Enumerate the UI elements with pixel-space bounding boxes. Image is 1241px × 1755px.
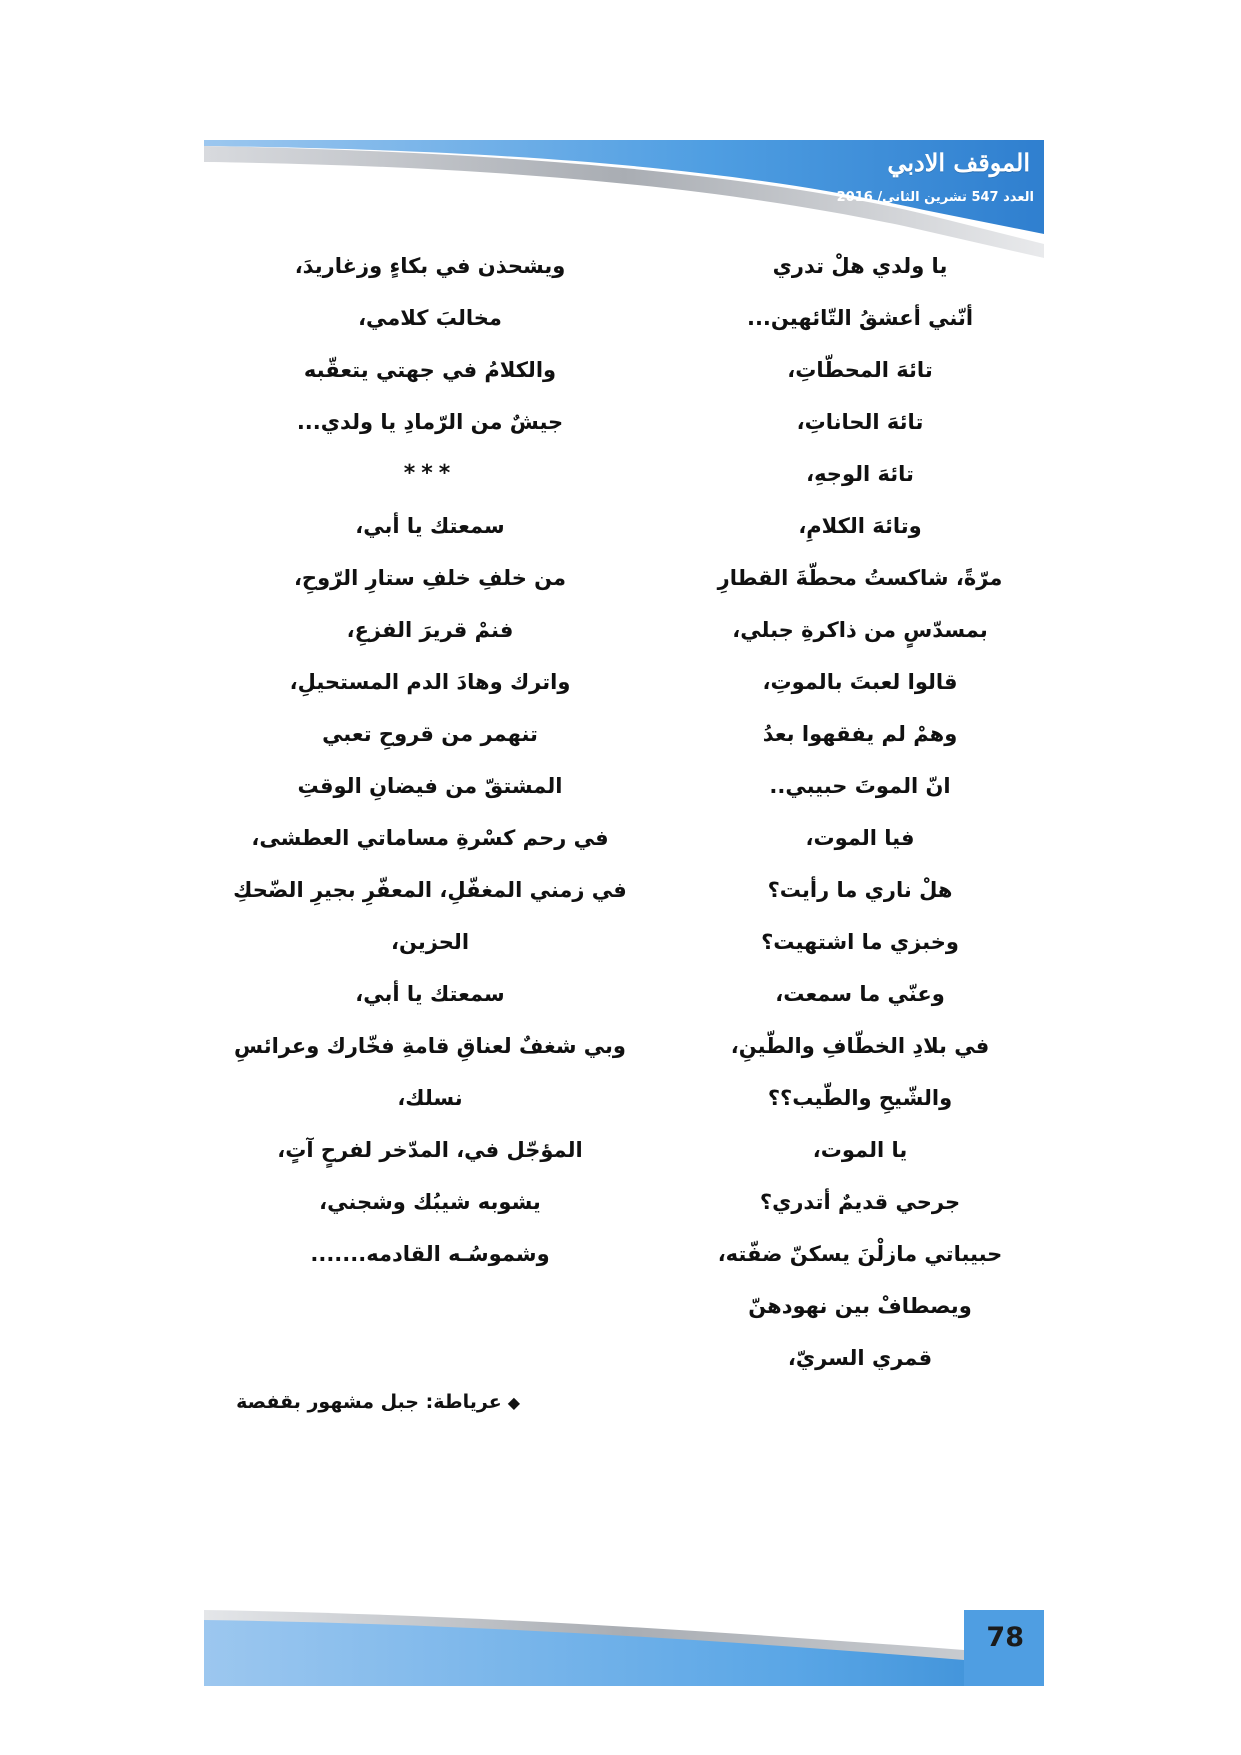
poem-line: يشوبه شيبُك وشجني، bbox=[319, 1190, 541, 1214]
poem-line: قالوا لعبتَ بالموتِ، bbox=[762, 670, 958, 694]
poem-line: في بلادِ الخطّافِ والطّينِ، bbox=[730, 1034, 990, 1058]
section-separator: *** bbox=[403, 461, 457, 486]
magazine-logo: الموقف الادبي bbox=[887, 148, 1030, 177]
poem-line: وتائهَ الكلامِ، bbox=[798, 514, 922, 538]
poem-line: من خلفِ خلفِ ستارِ الرّوحِ، bbox=[293, 566, 567, 590]
poem-line: بمسدّسٍ من ذاكرةِ جبلي، bbox=[732, 618, 988, 642]
poem-line: وبي شغفٌ لعناقِ قامةِ فخّارك وعرائسِ bbox=[234, 1034, 626, 1058]
poem-left-column bbox=[210, 240, 650, 1280]
poem-line: وشموسُـه القادمه....... bbox=[310, 1242, 550, 1266]
poem-line: جيشٌ من الرّمادِ يا ولدي... bbox=[296, 410, 564, 434]
poem-line: جرحي قديمٌ أتدري؟ bbox=[759, 1190, 961, 1214]
poem-line: يا ولدي هلْ تدري bbox=[772, 254, 948, 278]
poem-line: المؤجّل في، المدّخر لفرحٍ آتٍ، bbox=[277, 1138, 583, 1162]
poem-line: تائهَ الحاناتِ، bbox=[796, 410, 924, 434]
footnote bbox=[200, 1391, 520, 1413]
poem-line: ويصطافْ بين نهودهنّ bbox=[748, 1294, 972, 1318]
poem-line: تائهَ الوجهِ، bbox=[806, 462, 914, 486]
poem-line: مرّةً، شاكستُ محطّةَ القطارِ bbox=[717, 566, 1003, 590]
poem-line: قمري السريّ، bbox=[787, 1346, 933, 1370]
poem-line: واترك وهادَ الدم المستحيلِ، bbox=[289, 670, 571, 694]
poem-line: يا الموت، bbox=[812, 1138, 908, 1162]
poem-line: سمعتك يا أبي، bbox=[355, 514, 505, 538]
poem-line: حبيباتي مازلْنَ يسكنّ ضفّته، bbox=[717, 1242, 1003, 1266]
poem-line: المشتقّ من فيضانِ الوقتِ bbox=[297, 774, 563, 798]
poem-line: سمعتك يا أبي، bbox=[355, 982, 505, 1006]
poem-line: فنمْ قريرَ الفزعِ، bbox=[346, 618, 514, 642]
poem-line: مخالبَ كلامي، bbox=[358, 306, 502, 330]
poem-line: انّ الموتَ حبيبي.. bbox=[769, 774, 951, 798]
poem-line: في زمني المغفّلِ، المعفّرِ بجيرِ الضّحكِ bbox=[233, 878, 627, 902]
page-number: 78 bbox=[986, 1622, 1024, 1653]
footer-swoosh-graphic bbox=[204, 1610, 1044, 1686]
poem-line: الحزين، bbox=[390, 930, 470, 954]
poem-line: أنّني أعشقُ التّائهين... bbox=[746, 306, 974, 330]
issue-line: العدد 547 تشرين الثاني/ 2016 bbox=[836, 190, 1034, 205]
poem-line: في رحم كسْرةِ مساماتي العطشى، bbox=[251, 826, 609, 850]
footer-banner bbox=[204, 1610, 1044, 1686]
poem-line: تنهمر من قروحِ تعبي bbox=[322, 722, 538, 746]
poem-line: والكلامُ في جهتي يتعقّبه bbox=[303, 358, 557, 382]
poem-line: ويشحذن في بكاءٍ وزغاريدَ، bbox=[294, 254, 566, 278]
footnote-text: عرياطة: جبل مشهور بقفصة bbox=[236, 1391, 502, 1413]
poem-line: وخبزي ما اشتهيت؟ bbox=[761, 930, 959, 954]
poem-line: تائهَ المحطّاتِ، bbox=[787, 358, 933, 382]
poem-line: وعنّي ما سمعت، bbox=[775, 982, 945, 1006]
poem-line: نسلك، bbox=[397, 1086, 463, 1110]
poem-right-column bbox=[680, 240, 1040, 1384]
diamond-bullet-icon: ◆ bbox=[507, 1393, 520, 1412]
poem-line: وهمْ لم يفقهوا بعدُ bbox=[762, 722, 958, 746]
poem-line: والشّيحِ والطّيب؟؟ bbox=[767, 1086, 953, 1110]
poem-line: فيا الموت، bbox=[805, 826, 915, 850]
poem-line: هلْ ناري ما رأيت؟ bbox=[767, 878, 953, 902]
